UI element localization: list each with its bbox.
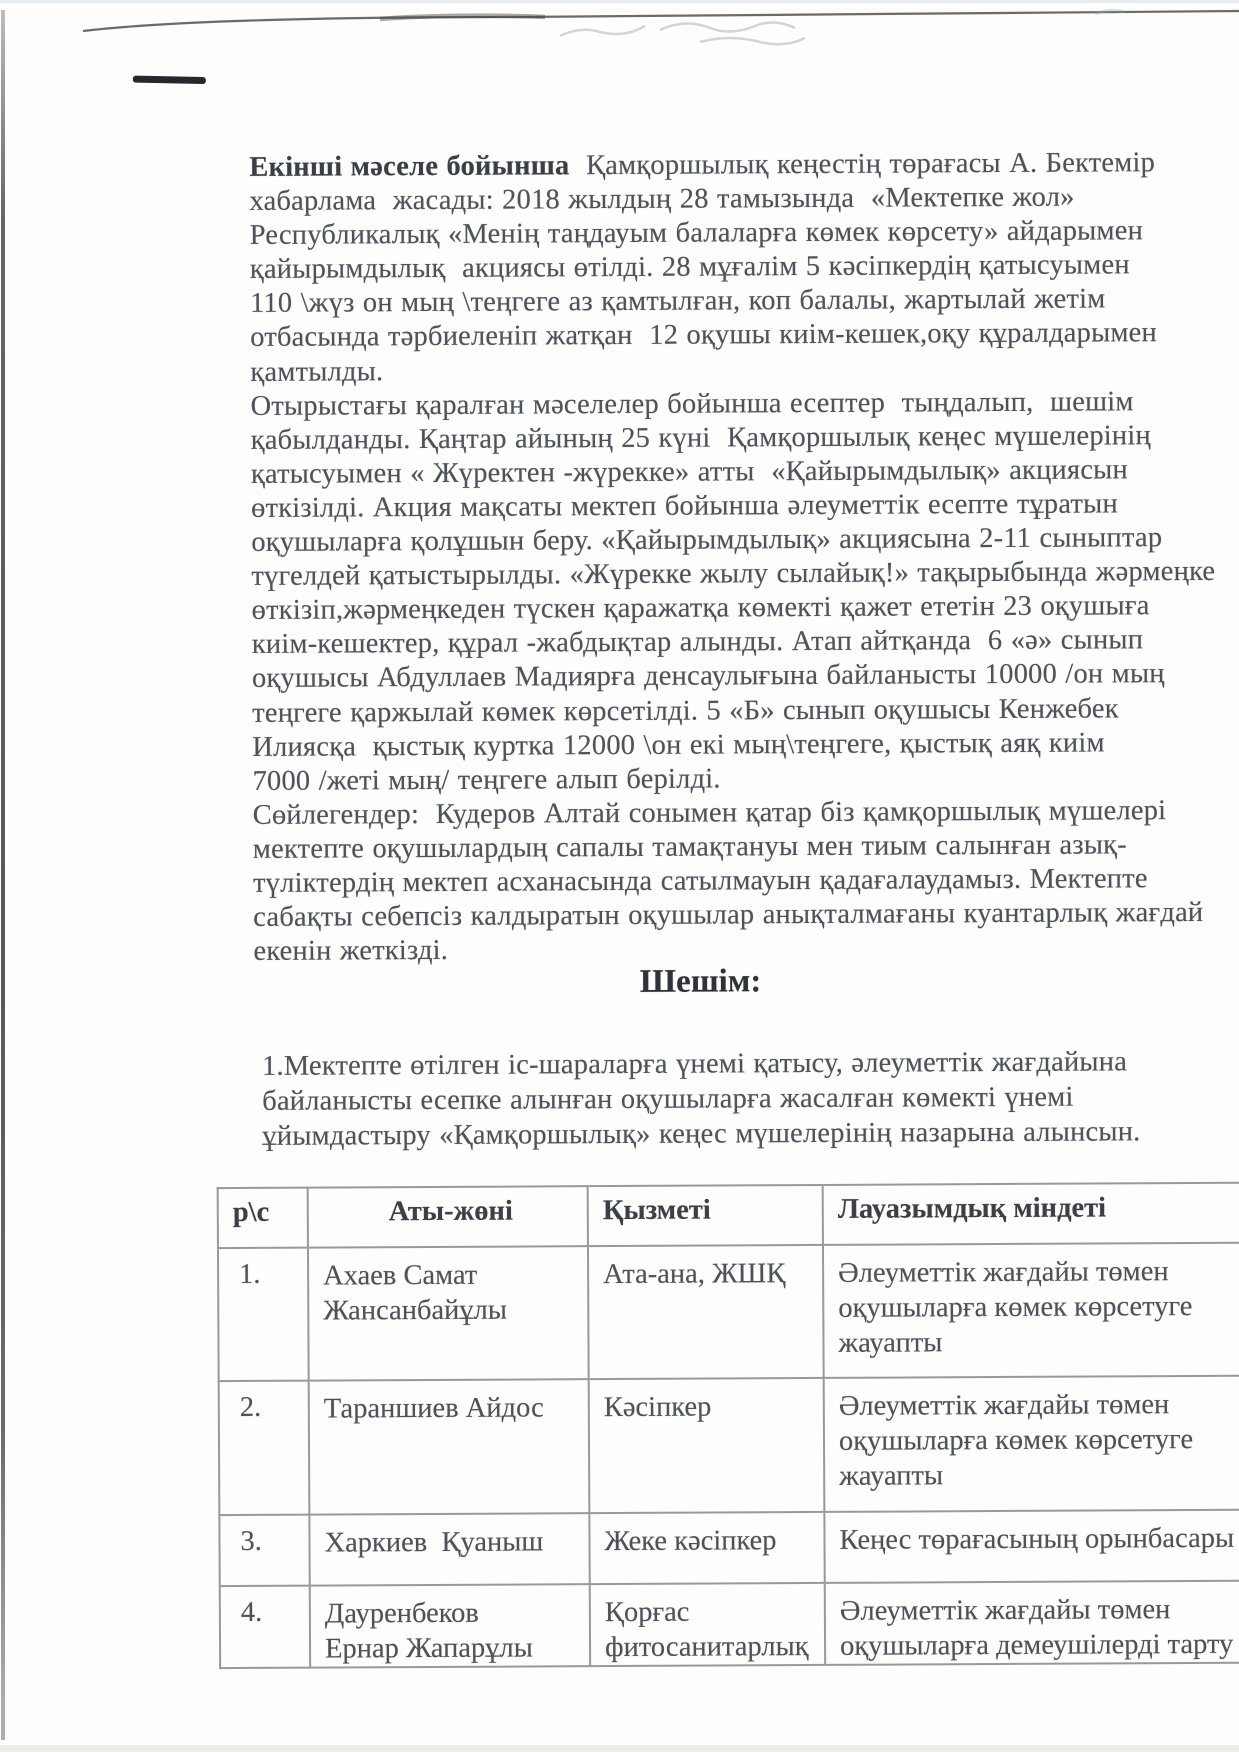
cell-duty: Әлеуметтік жағдайы төмен оқушыларға көмек көрсетуге жауапты	[824, 1376, 1239, 1512]
text-line: теңгеге қаржылай көмек көрсетілді. 5 «Б» сынып оқушысы Кенжебек	[252, 692, 1119, 729]
text-line: оқушысы Абдуллаев Мадиярға денсаулығына байланысты 10000 /он мың	[251, 658, 1165, 695]
text-line: Отырыстағы қаралған мәселелер бойынша есептер тыңдалып, шешім	[250, 385, 1134, 422]
text-line: қайырымдылық акциясы өтілді. 28 мұғалім 5 кәсіпкердің қатысуымен	[249, 249, 1130, 286]
table-header-name: Аты-жөні	[308, 1186, 588, 1247]
cell-name: Тараншиев Айдос	[309, 1379, 590, 1514]
text-line: Республикалық «Менің таңдауым балаларға көмек көрсету» айдарымен	[249, 215, 1144, 252]
table-header-row	[218, 1183, 1239, 1248]
table-row	[220, 1581, 1239, 1668]
text-line: мектепте оқушылардың сапалы тамақтануы мен тиым салынған азық-	[252, 829, 1127, 865]
cell-name: Дауренбеков Ернар Жапарұлы	[310, 1584, 590, 1667]
text-line: 1.Мектепте өтілген іс-шараларға үнемі қатысу, әлеуметтік жағдайына	[261, 1046, 1128, 1082]
decision-heading: Шешім:	[639, 963, 762, 1000]
text-line: хабарлама жасады: 2018 жылдың 28 тамызында «Мектепке жол»	[249, 181, 1075, 218]
cell-name: Харкиев Қуаныш	[309, 1513, 589, 1585]
table-header-duty: Лауазымдық міндеті	[823, 1183, 1239, 1245]
text-line: байланысты есепке алынған оқушыларға жасалған көмекті үнемі	[262, 1081, 1074, 1117]
cell-duty: Әлеуметтік жағдайы төмен оқушыларға көмек көрсетуге жауапты	[823, 1243, 1239, 1378]
text-line: сабақты себепсіз калдыратын оқушылар анықталмағаны куантарлық жағдай	[253, 897, 1204, 933]
text-line: екенін жеткізді.	[253, 935, 449, 968]
cell-number: 4.	[220, 1586, 310, 1668]
text-line: Сөйлегендер: Кудеров Алтай сонымен қатар біз қамқоршылық мүшелері	[252, 794, 1167, 831]
table-header-number: р\с	[218, 1188, 308, 1248]
cell-number: 3.	[219, 1515, 309, 1586]
bold-lead-text: Екінші мәселе бойынша	[249, 150, 570, 183]
cell-duty: Әлеуметтік жағдайы төмен оқушыларға демеушілерді тарту	[825, 1581, 1239, 1665]
text-line: қабылданды. Қаңтар айының 25 күні Қамқоршылық кеңес мүшелерінің	[250, 419, 1151, 456]
text-line: киім-кешектер, құрал -жабдықтар алынды. Атап айтқанда 6 «ә» сынып	[251, 624, 1144, 661]
cell-position: Жеке кәсіпкер	[589, 1512, 824, 1584]
table-row	[218, 1243, 1239, 1381]
cell-name: Ахаев Самат Жансанбайұлы	[308, 1246, 589, 1380]
cell-number: 2.	[219, 1381, 310, 1515]
members-table	[217, 1182, 1239, 1669]
text-line: ұйымдастыру «Қамқоршылық» кеңес мүшелерінің назарына алынсын.	[262, 1116, 1141, 1152]
cell-duty: Кеңес төрағасының орынбасары	[824, 1510, 1239, 1583]
text-line: өткізілді. Акция мақсаты мектеп бойынша әлеуметтік есепте тұратын	[251, 488, 1118, 524]
text-line: оқушыларға қолұшын беру. «Қайырымдылық» акциясына 2-11 сыныптар	[251, 522, 1163, 558]
lead-rest-text: Қамқоршылық кеңестің төрағасы А. Бектемір	[569, 147, 1156, 182]
text-line: қатысуымен « Жүректен -жүрекке» атты «Қайырымдылық» акциясын	[250, 454, 1129, 490]
text-line: түгелдей қатыстырылды. «Жүрекке жылу сылайық!» тақырыбында жәрмеңке	[251, 556, 1216, 593]
cell-number: 1.	[218, 1248, 309, 1381]
table-row	[219, 1510, 1239, 1586]
pen-dash-mark	[133, 76, 206, 85]
body-paragraph	[249, 146, 1239, 969]
decision-paragraph	[262, 1044, 1223, 1154]
cell-position: Ата-ана, ЖШҚ	[588, 1245, 824, 1379]
cell-position: Қорғас фитосанитарлық	[590, 1583, 825, 1666]
text-line: 110 \жүз он мың \теңгеге аз қамтылған, коп балалы, жартылай жетім	[249, 283, 1106, 320]
cell-position: Кәсіпкер	[589, 1378, 825, 1513]
table-header-position: Қызметі	[588, 1185, 823, 1246]
table-row	[219, 1376, 1239, 1515]
text-line: отбасында тәрбиеленіп жатқан 12 оқушы киім-кешек,оқу құралдарымен	[250, 317, 1158, 354]
text-line: қамтылды.	[250, 355, 384, 388]
text-line: өткізіп,жәрмеңкеден түскен қаражатқа көмекті қажет ететін 23 оқушыға	[251, 590, 1150, 627]
text-line: 7000 /жеті мың/ теңгеге алып берілді.	[252, 763, 721, 797]
text-line: түліктердің мектеп асханасында сатылмауын қадағалаудамыз. Мектепте	[252, 863, 1148, 899]
text-line	[249, 146, 1239, 185]
text-line: Илиясқа қыстық куртка 12000 \он екі мың\теңгеге, қыстық аяқ киім	[252, 727, 1105, 763]
